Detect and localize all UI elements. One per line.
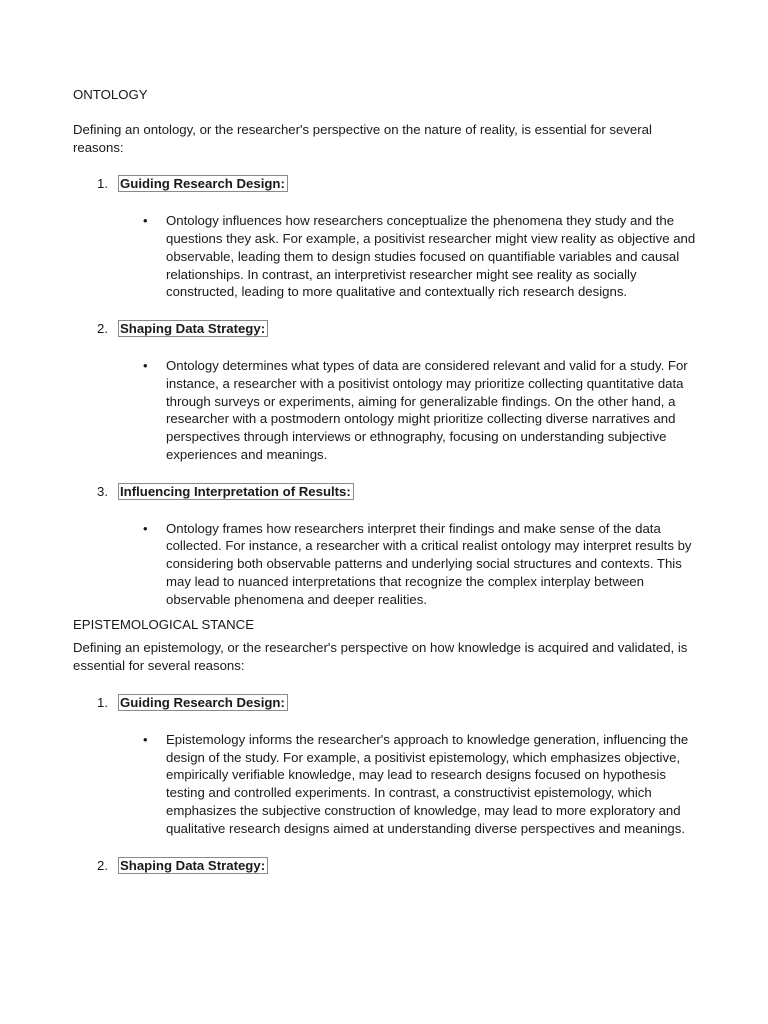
bullet-icon: • [143,213,148,229]
section-intro-epistemology: Defining an epistemology, or the researcher's perspective on how knowledge is acquired and validated, is essential for several reasons: [73,640,688,674]
bullet-icon: • [143,357,148,373]
list-number: 2. [97,857,108,873]
bullet-text: Ontology influences how researchers conceptualize the phenomena they study and the questions they ask. For example, a positivist researcher might view reality as objective and observable, leading them to design studies focused on quantifiable variables and causal relationships. In contrast, an interpretivist researcher might see reality as socially constructed, leading to more qualitative and contextually rich research designs. [166,213,696,300]
bullet-item-ontology-1 [73,212,698,301]
bullet-item-epistemology-1 [73,731,698,838]
list-item-title: Influencing Interpretation of Results: [118,483,354,500]
list-item-epistemology-1 [73,694,698,712]
bullet-item-ontology-3 [73,520,698,609]
document-page [73,86,698,874]
list-item-epistemology-2 [73,857,698,875]
bullet-text: Ontology determines what types of data are considered relevant and valid for a study. For instance, a researcher with a positivist ontology may prioritize collecting quantitative data through surveys or experiments, aiming for generalizable findings. On the other hand, a researcher with a postmodern ontology might prioritize collecting diverse narratives and perspectives through interviews or ethnography, focusing on understanding subjective experiences and meanings. [166,357,688,462]
list-item-title: Shaping Data Strategy: [118,320,268,337]
list-number: 2. [97,321,108,337]
list-number: 3. [97,483,108,499]
section-intro-ontology: Defining an ontology, or the researcher's perspective on the nature of reality, is essential for several reasons: [73,121,652,155]
list-number: 1. [97,176,108,192]
list-item-ontology-3 [73,483,698,501]
list-item-title: Shaping Data Strategy: [118,857,268,874]
list-item-title: Guiding Research Design: [118,175,288,192]
section-heading-epistemology: EPISTEMOLOGICAL STANCE [73,616,254,632]
section-heading-ontology: ONTOLOGY [73,87,148,102]
bullet-text: Epistemology informs the researcher's approach to knowledge generation, influencing the design of the study. For example, a positivist epistemology, which emphasizes objective, empirically verifiable knowledge, may lead to research designs focused on hypothesis testing and controlled experiments. In contrast, a constructivist epistemology, which emphasizes the subjective construction of knowledge, may lead to more exploratory and qualitative research designs aimed at understanding diverse perspectives and meanings. [166,731,689,836]
list-number: 1. [97,694,108,710]
bullet-text: Ontology frames how researchers interpret their findings and make sense of the data collected. For instance, a researcher with a critical realist ontology may interpret results by considering both observable patterns and underlying social structures and contexts. This may lead to nuanced interpretations that recognize the complex interplay between observable phenomena and deeper realities. [166,520,692,607]
list-item-ontology-1 [73,175,698,193]
list-item-ontology-2 [73,320,698,338]
list-item-title: Guiding Research Design: [118,694,288,711]
bullet-item-ontology-2 [73,357,698,464]
bullet-icon: • [143,520,148,536]
bullet-icon: • [143,731,148,747]
